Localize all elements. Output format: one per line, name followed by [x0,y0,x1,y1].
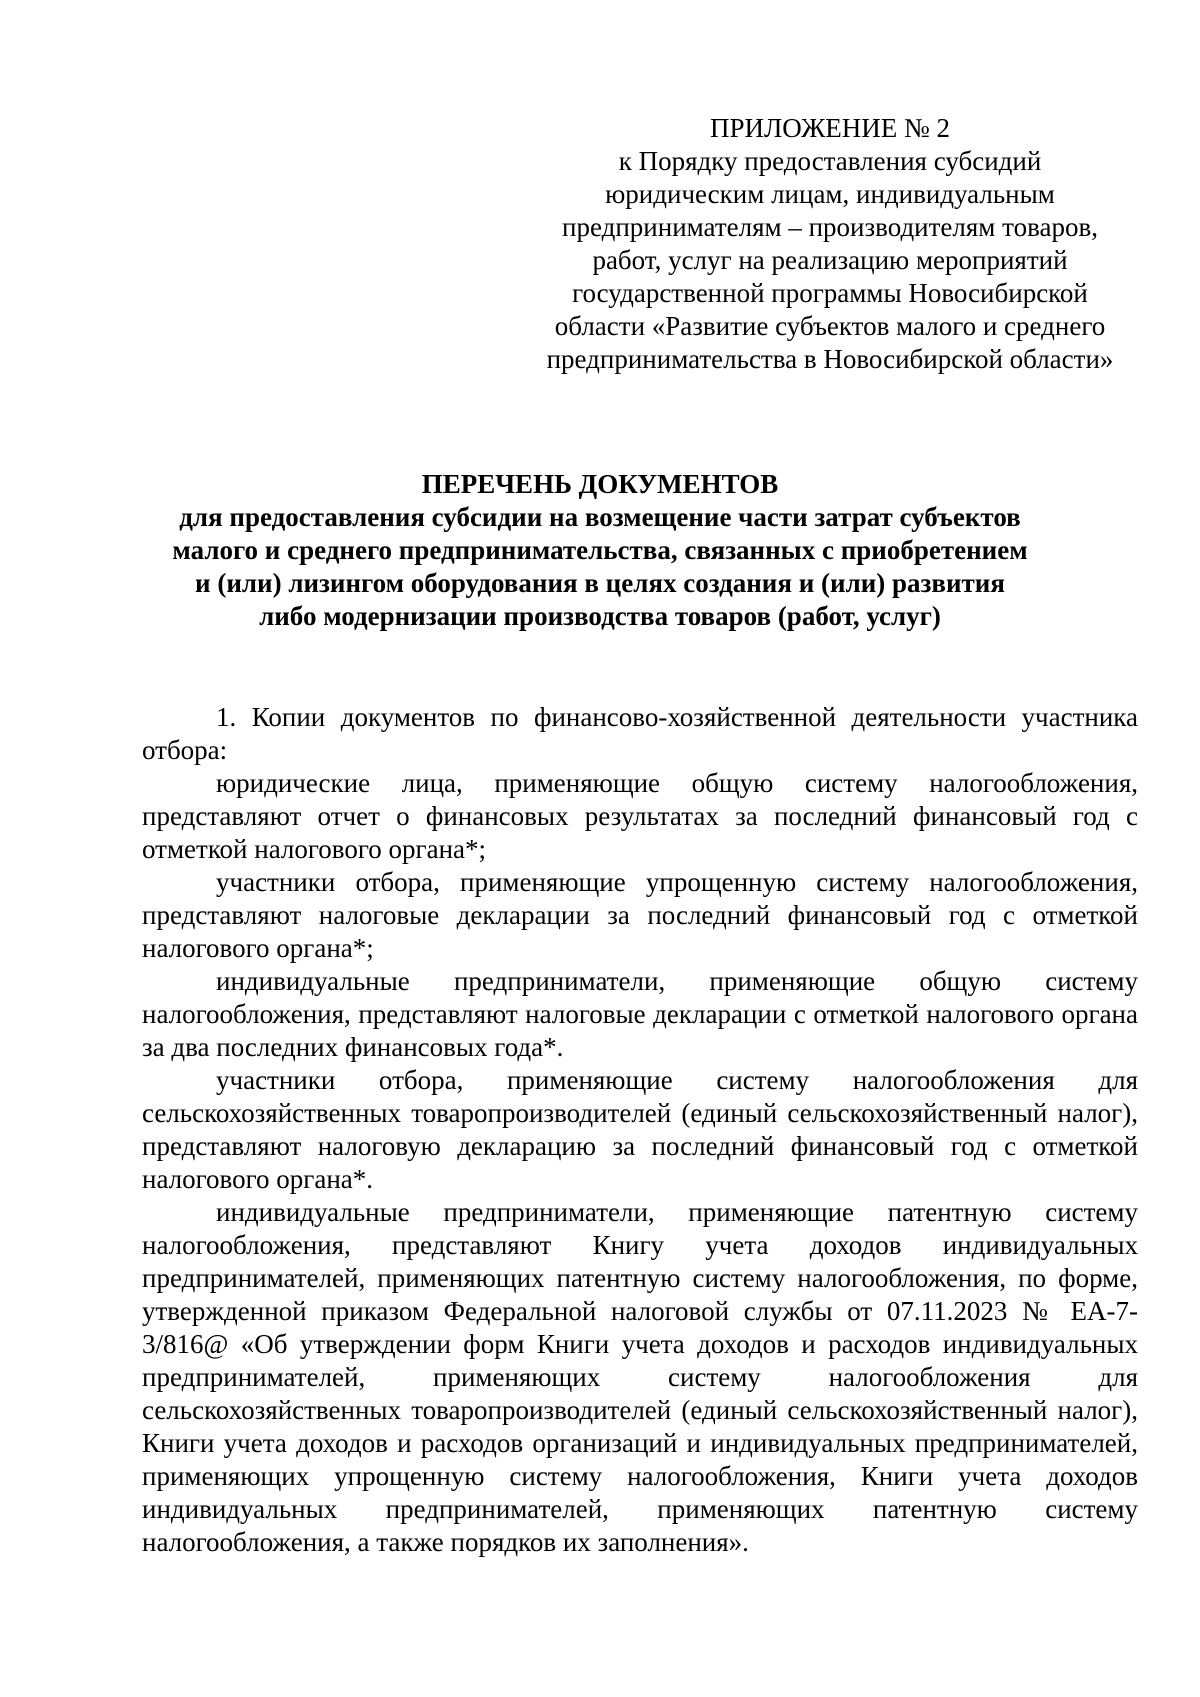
appendix-line: юридическим лицам, индивидуальным [605,179,1055,209]
appendix-header [520,112,1140,376]
appendix-line: предпринимателям – производителям товаров, [562,212,1098,242]
paragraph-patent-tax: индивидуальные предприниматели, применяющие патентную систему налогообложения, представляют Книгу учета доходов индивидуальных предпринимателей, применяющих патентную систему налогообложения, по форме, утвержденной приказом Федеральной налоговой службы от 07.11.2023 № ЕА-7-3/816@ «Об утверждении форм Книги учета доходов и расходов индивидуальных предпринимателей, применяющих систему налогообложения для сельскохозяйственных товаропроизводителей (единый сельскохозяйственный налог), Книги учета доходов и расходов организаций и индивидуальных предпринимателей, применяющих упрощенную систему налогообложения, Книги учета доходов индивидуальных предпринимателей, применяющих патентную систему налогообложения, а также порядков их заполнения». [142,1197,1138,1557]
document-subtitle-line: малого и среднего предпринимательства, связанных с приобретением [172,535,1028,565]
appendix-line: государственной программы Новосибирской [572,278,1088,308]
paragraph-legal-entities: юридические лица, применяющие общую систему налогообложения, представляют отчет о финансовых результатах за последний финансовый год с отметкой налогового органа*; [142,768,1138,864]
document-title: ПЕРЕЧЕНЬ ДОКУМЕНТОВ [421,469,779,499]
appendix-line: области «Развитие субъектов малого и среднего [554,311,1106,341]
appendix-line: работ, услуг на реализацию мероприятий [592,245,1068,275]
document-body [142,701,1138,1559]
appendix-title: ПРИЛОЖЕНИЕ № 2 [709,113,951,143]
paragraph-individual-general-tax: индивидуальные предприниматели, применяющие общую систему налогообложения, представляют налоговые декларации с отметкой налогового органа за два последних финансовых года*. [142,966,1138,1062]
paragraph-item-1: 1. Копии документов по финансово-хозяйственной деятельности участника отбора: [142,702,1138,765]
document-subtitle-line: и (или) лизингом оборудования в целях создания и (или) развития [195,568,1005,598]
document-subtitle-line: либо модернизации производства товаров (работ, услуг) [259,601,941,631]
appendix-line: к Порядку предоставления субсидий [618,146,1042,176]
document-subtitle-line: для предоставления субсидии на возмещение части затрат субъектов [179,502,1021,532]
paragraph-agricultural-tax: участники отбора, применяющие систему налогообложения для сельскохозяйственных товаропроизводителей (единый сельскохозяйственный налог), представляют налоговую декларацию за последний финансовый год с отметкой налогового органа*. [142,1065,1138,1194]
document-title-block [140,468,1060,633]
paragraph-simplified-tax: участники отбора, применяющие упрощенную систему налогообложения, представляют налоговые декларации за последний финансовый год с отметкой налогового органа*; [142,867,1138,963]
appendix-line: предпринимательства в Новосибирской области» [546,344,1114,374]
